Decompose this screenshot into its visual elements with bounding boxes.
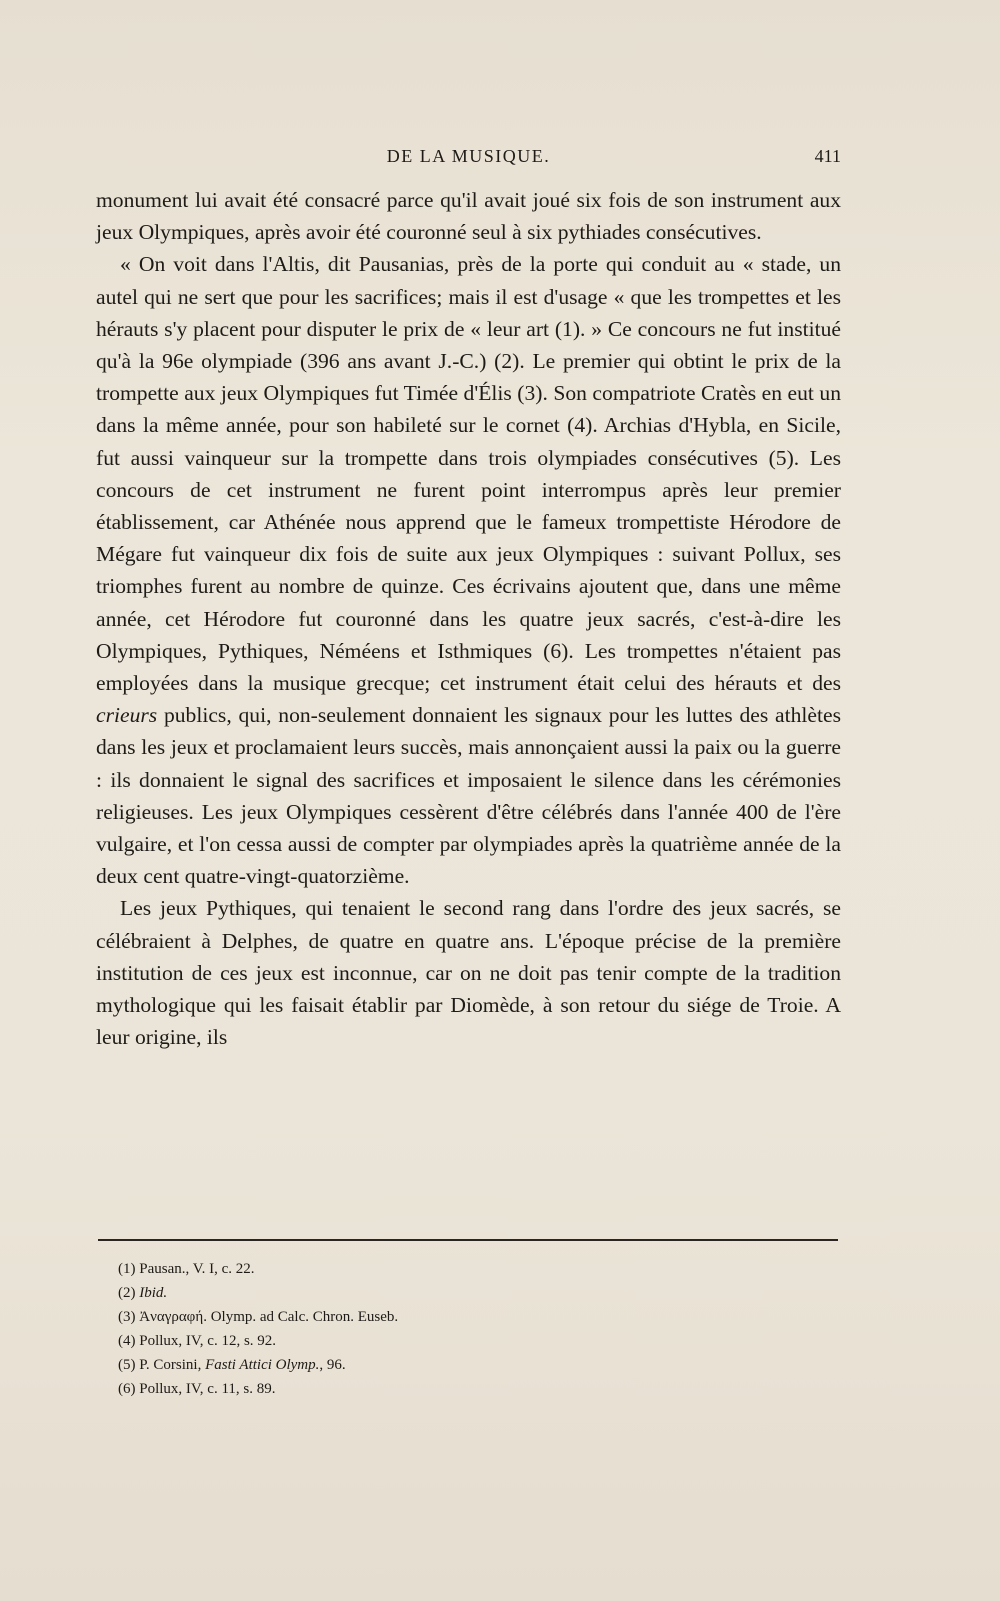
footnote-6: (6) Pollux, IV, c. 11, s. 89. bbox=[118, 1381, 276, 1397]
italic-word-crieurs: crieurs bbox=[96, 703, 158, 728]
page-header bbox=[96, 146, 841, 172]
footnote-5-italic: Fasti Attici Olymp. bbox=[205, 1357, 320, 1373]
paragraph-2 bbox=[96, 248, 841, 892]
footnote-3: (3) Ἀναγραφή. Olymp. ad Calc. Chron. Euseb. bbox=[118, 1309, 399, 1325]
footnote-2-italic: Ibid. bbox=[139, 1285, 168, 1301]
footnotes bbox=[118, 1257, 638, 1401]
footnote-2-number: (2) bbox=[118, 1285, 140, 1301]
paragraph-3: Les jeux Pythiques, qui tenaient le second rang dans l'ordre des jeux sacrés, se célébraient à Delphes, de quatre en quatre ans. L'époque précise de la première institution de ces jeux est inconnue, car on ne doit pas tenir compte de la tradition mythologique qui les faisait établir par Diomède, à son retour du siége de Troie. A leur origine, ils bbox=[96, 896, 841, 1050]
main-text bbox=[96, 184, 841, 1053]
footnote-rule bbox=[98, 1239, 838, 1241]
running-title: DE LA MUSIQUE. bbox=[386, 146, 551, 166]
footnote-4: (4) Pollux, IV, c. 12, s. 92. bbox=[118, 1333, 277, 1349]
footnote-2 bbox=[118, 1281, 638, 1305]
paragraph-2-text: « On voit dans l'Altis, dit Pausanias, près de la porte qui conduit au « stade, un autel qui ne sert que pour les sacrifices; mais il est d'usage « que les trompettes et les hérauts s'y placent pour disputer le prix de « leur art (1). » Ce concours ne fut institué qu'à la 96e olympiade (396 ans avant J.-C.) (2). Le premier qui obtint le prix de la trompette aux jeux Olympiques fut Timée d'Élis (3). Son compatriote Cratès en eut un dans la même année, pour son habileté sur le cornet (4). Archias d'Hybla, en Sicile, fut aussi vainqueur sur la trompette dans trois olympiades consécutives (5). Les concours de cet instrument ne furent point interrompus après leur premier établissement, car Athénée nous apprend que le fameux trompettiste Hérodore de Mégare fut vainqueur dix fois de suite aux jeux Olympiques : suivant Pollux, ses triomphes furent au nombre de quinze. Ces écrivains ajoutent que, dans une même année, cet Hérodore fut couronné dans les quatre jeux sacrés, c'est-à-dire les Olympiques, Pythiques, Néméens et Isthmiques (6). Les trompettes n'étaient pas employées dans la musique grecque; cet instrument était celui des hérauts et des bbox=[96, 252, 841, 696]
footnote-5-end: , 96. bbox=[319, 1357, 346, 1373]
footnote-5-text: (5) P. Corsini, bbox=[118, 1357, 206, 1373]
footnote-5 bbox=[118, 1353, 638, 1377]
footnote-1: (1) Pausan., V. I, c. 22. bbox=[118, 1261, 255, 1277]
page-number: 411 bbox=[814, 146, 841, 166]
paragraph-1: monument lui avait été consacré parce qu'il avait joué six fois de son instrument aux jeux Olympiques, après avoir été couronné seul à six pythiades consécutives. bbox=[96, 188, 841, 245]
paragraph-2-end: publics, qui, non-seulement donnaient les signaux pour les luttes des athlètes dans les jeux et proclamaient leurs succès, mais annonçaient aussi la paix ou la guerre : ils donnaient le signal des sacrifices et imposaient le silence dans les cérémonies religieuses. Les jeux Olympiques cessèrent d'être célébrés dans l'année 400 de l'ère vulgaire, et l'on cessa aussi de compter par olympiades après la quatrième année de la deux cent quatre-vingt-quatorzième. bbox=[96, 703, 841, 889]
